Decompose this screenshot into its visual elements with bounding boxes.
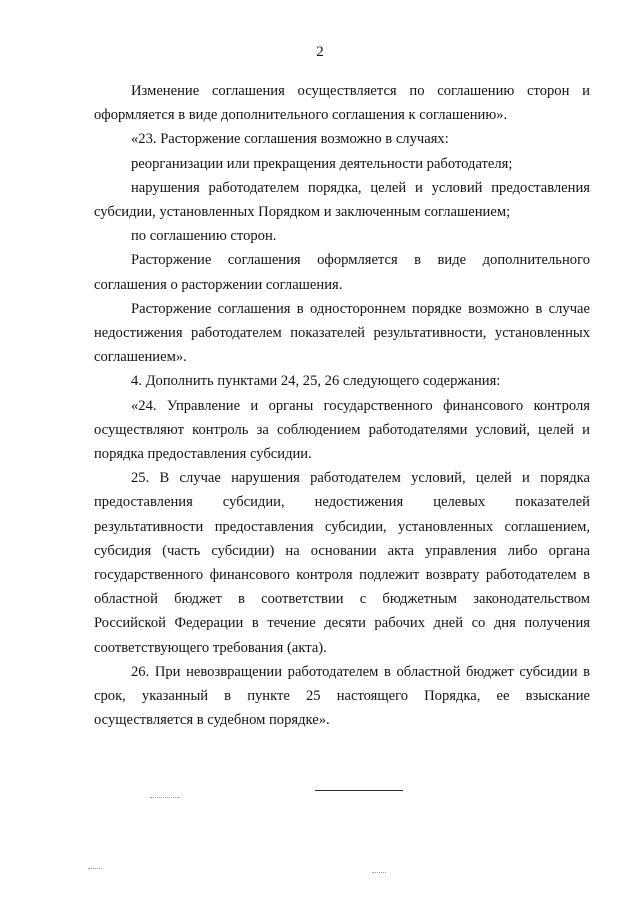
paragraph: «24. Управление и органы государственного финансового контроля осуществляют контроль за соблюдением работодателями условий, целей и порядка предоставления субсидии. <box>94 397 590 463</box>
scan-artifact <box>372 872 386 873</box>
paragraph: «23. Расторжение соглашения возможно в случаях: <box>131 131 449 148</box>
scan-artifact <box>150 797 180 798</box>
separator-line <box>315 790 403 791</box>
document-body <box>94 79 590 732</box>
paragraph: Расторжение соглашения оформляется в виде дополнительного соглашения о расторжении соглашения. <box>94 252 590 293</box>
scan-artifact <box>88 868 102 869</box>
paragraph: реорганизации или прекращения деятельности работодателя; <box>131 155 513 172</box>
page-number: 2 <box>316 44 324 60</box>
paragraph: Расторжение соглашения в одностороннем порядке возможно в случае недостижения работодателем показателей результативности, установленных соглашением». <box>94 300 590 366</box>
paragraph: Изменение соглашения осуществляется по соглашению сторон и оформляется в виде дополнительного соглашения к соглашению». <box>94 83 590 124</box>
paragraph: 26. При невозвращении работодателем в областной бюджет субсидии в срок, указанный в пункте 25 настоящего Порядка, ее взыскание осуществляется в судебном порядке». <box>94 663 590 729</box>
paragraph: по соглашению сторон. <box>131 228 277 245</box>
paragraph: 25. В случае нарушения работодателем условий, целей и порядка предоставления субсидии, недостижения целевых показателей результативности предоставления субсидии, установленных соглашением, субсидия (часть субсидии) на основании акта управления либо органа государственного финансового контроля подлежит возврату работодателем в областной бюджет в соответствии с бюджетным законодательством Российской Федерации в течение десяти рабочих дней со дня получения соответствующего требования (акта). <box>94 470 590 656</box>
paragraph: 4. Дополнить пунктами 24, 25, 26 следующего содержания: <box>131 373 501 390</box>
paragraph: нарушения работодателем порядка, целей и условий предоставления субсидии, установленных Порядком и заключенным соглашением; <box>94 179 590 221</box>
